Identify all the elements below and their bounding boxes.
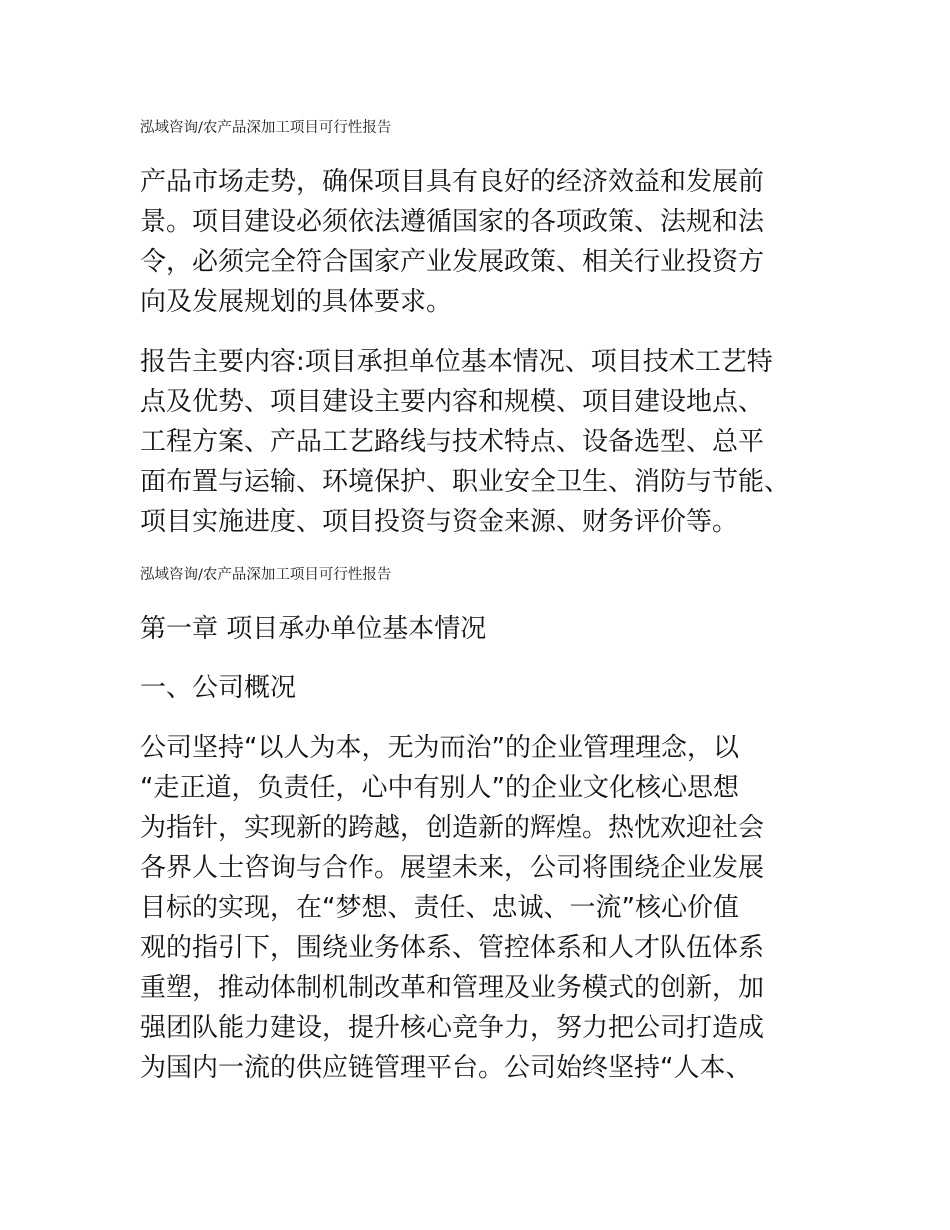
paragraph-line: 目标的实现，在“梦想、责任、忠诚、一流”核心价值 bbox=[140, 893, 739, 923]
paragraph-line: 景。项目建设必须依法遵循国家的各项政策、法规和法 bbox=[140, 207, 765, 237]
chapter-title: 第一章 项目承办单位基本情况 bbox=[140, 614, 487, 644]
paragraph-company-overview bbox=[140, 728, 820, 1088]
paragraph-line: 报告主要内容:项目承担单位基本情况、项目技术工艺特 bbox=[140, 347, 773, 377]
paragraph-line: 观的指引下，围绕业务体系、管控体系和人才队伍体系 bbox=[140, 933, 765, 963]
paragraph-line: 点及优势、项目建设主要内容和规模、项目建设地点、 bbox=[140, 387, 765, 417]
paragraph-market-trend bbox=[140, 162, 820, 322]
paragraph-line: 各界人士咨询与合作。展望未来，公司将围绕企业发展 bbox=[140, 853, 765, 883]
running-header-repeat: 泓域咨询/农产品深加工项目可行性报告 bbox=[140, 567, 392, 583]
paragraph-line: 公司坚持“以人为本，无为而治”的企业管理理念，以 bbox=[140, 733, 739, 763]
paragraph-line: 面布置与运输、环境保护、职业安全卫生、消防与节能、 bbox=[140, 467, 791, 497]
paragraph-line: 强团队能力建设，提升核心竞争力，努力把公司打造成 bbox=[140, 1013, 765, 1043]
paragraph-line: 令，必须完全符合国家产业发展政策、相关行业投资方 bbox=[140, 247, 765, 277]
section-title: 一、公司概况 bbox=[140, 673, 297, 703]
paragraph-line: 为国内一流的供应链管理平台。公司始终坚持“人本、 bbox=[140, 1053, 752, 1083]
paragraph-line: 项目实施进度、项目投资与资金来源、财务评价等。 bbox=[140, 507, 739, 537]
paragraph-line: 向及发展规划的具体要求。 bbox=[140, 287, 453, 317]
paragraph-line: 为指针，实现新的跨越，创造新的辉煌。热忱欢迎社会 bbox=[140, 813, 765, 843]
running-header: 泓域咨询/农产品深加工项目可行性报告 bbox=[140, 120, 392, 136]
paragraph-report-contents bbox=[140, 342, 820, 542]
paragraph-line: 工程方案、产品工艺路线与技术特点、设备选型、总平 bbox=[140, 427, 765, 457]
paragraph-line: “走正道，负责任，心中有别人”的企业文化核心思想 bbox=[140, 773, 739, 803]
paragraph-line: 产品市场走势，确保项目具有良好的经济效益和发展前 bbox=[140, 167, 765, 197]
paragraph-line: 重塑，推动体制机制改革和管理及业务模式的创新，加 bbox=[140, 973, 765, 1003]
